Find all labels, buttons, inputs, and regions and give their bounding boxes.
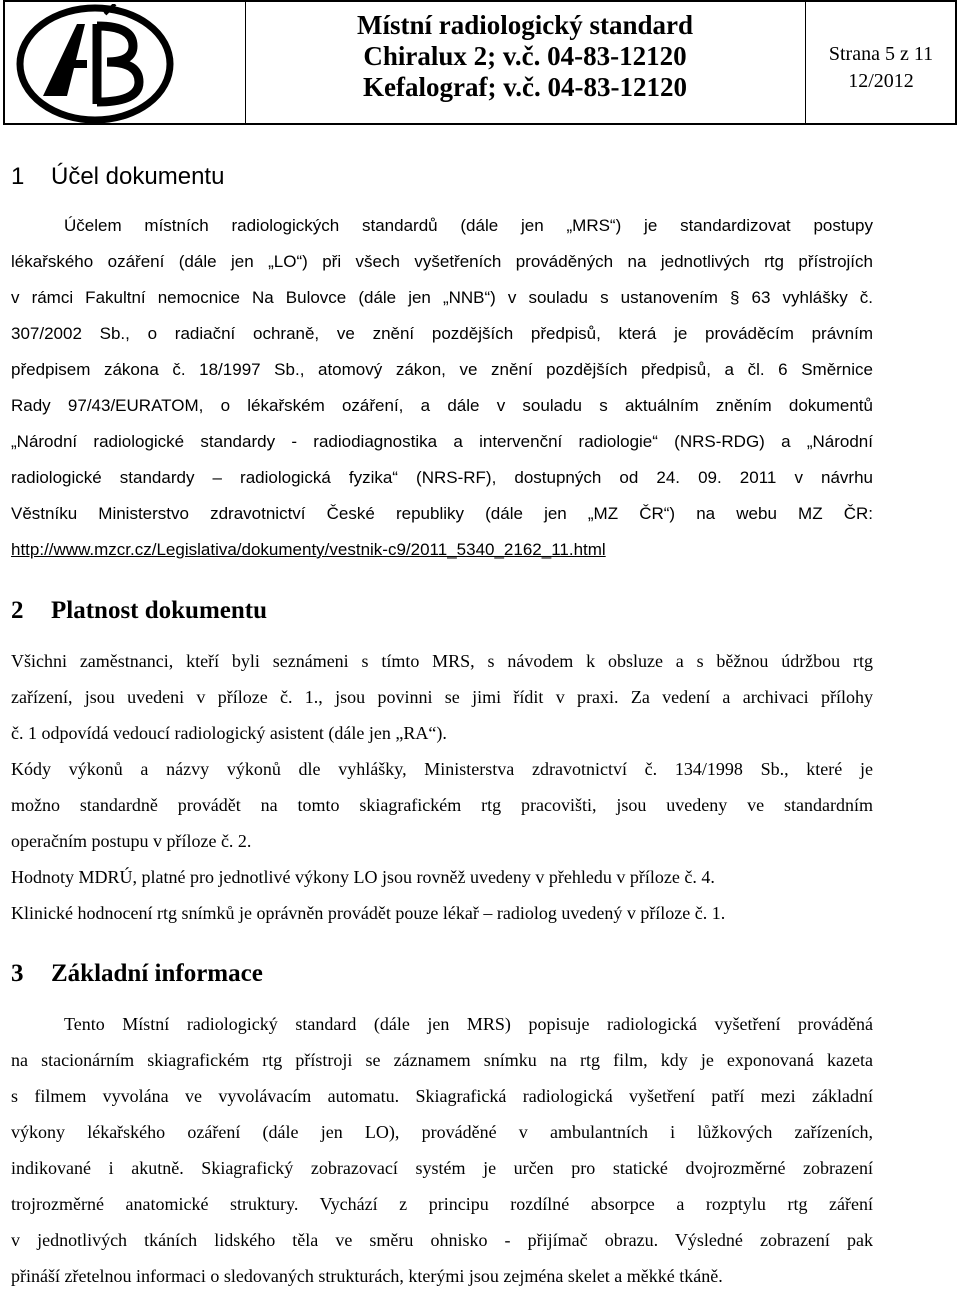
section-2-line: operačním postupu v příloze č. 2. xyxy=(11,831,252,851)
document-date: 12/2012 xyxy=(848,70,914,92)
mzcr-link[interactable]: http://www.mzcr.cz/Legislativa/dokumenty/vestnik-c9/2011_5340_2162_11.html xyxy=(11,540,606,559)
section-1-line: 307/2002 Sb., o radiační ochraně, ve znění pozdějších předpisů, která je prováděcím právním xyxy=(11,324,873,343)
section-1-line: radiologické standardy – radiologická fyzika“ (NRS-RF), dostupných od 24. 09. 2011 v návrhu xyxy=(11,468,873,487)
section-3-heading xyxy=(11,960,263,988)
section-3-line: v jednotlivých tkáních lidského těla ve směru ohnisko - přijímač obrazu. Výsledné zobrazení pak xyxy=(11,1230,873,1250)
section-1-line: v rámci Fakultní nemocnice Na Bulovce (dále jen „NNB“) v souladu s ustanovením § 63 vyhlášky č. xyxy=(11,288,873,307)
section-2-line: Klinické hodnocení rtg snímků je oprávněn provádět pouze lékař – radiolog uvedený v příloze č. 1. xyxy=(11,903,726,923)
section-1-line: lékařského ozáření (dále jen „LO“) při všech vyšetřeních prováděných na jednotlivých rtg přístrojích xyxy=(11,252,873,271)
section-2-line: Všichni zaměstnanci, kteří byli seznámeni s tímto MRS, s návodem k obsluze a s běžnou údržbou rtg xyxy=(11,651,873,671)
section-3-line: trojrozměrné anatomické struktury. Vychází z principu rozdílné absorpce a rozptylu rtg záření xyxy=(11,1194,873,1214)
section-3-line: s filmem vyvolána ve vyvolávacím automatu. Skiagrafická radiologická vyšetření patří mezi základní xyxy=(11,1086,873,1106)
page-number: Strana 5 z 11 xyxy=(828,43,934,65)
hospital-logo-icon xyxy=(15,4,175,124)
title-line-1: Místní radiologický standard xyxy=(356,10,694,40)
logo-cell xyxy=(5,2,246,123)
section-2-number: 2 xyxy=(11,597,24,624)
section-2-body xyxy=(11,643,873,931)
section-3-body xyxy=(11,1006,873,1294)
document-title xyxy=(245,2,805,123)
section-1-line: Účelem místních radiologických standardů (dále jen „MRS“) je standardizovat postupy xyxy=(64,216,873,235)
section-2-line: Hodnoty MDRÚ, platné pro jednotlivé výkony LO jsou rovněž uvedeny v přehledu v příloze č. 4. xyxy=(11,867,715,887)
section-2-line: č. 1 odpovídá vedoucí radiologický asistent (dále jen „RA“). xyxy=(11,723,447,743)
section-2-heading xyxy=(11,597,267,625)
title-line-2: Chiralux 2; v.č. 04-83-12120 xyxy=(363,41,687,71)
section-3-line: indikované i akutně. Skiagrafický zobrazovací systém je určen pro statické dvojrozměrné zobrazení xyxy=(11,1158,873,1178)
section-2-line: zařízení, jsou uvedeni v příloze č. 1., jsou povinni se jimi řídit v praxi. Za vedení a archivaci přílohy xyxy=(11,687,873,707)
section-1-number: 1 xyxy=(11,163,25,190)
section-1-line: Věstníku Ministerstvo zdravotnictví České republiky (dále jen „MZ ČR“) na webu MZ ČR: xyxy=(11,504,873,523)
section-1-body xyxy=(11,208,873,568)
page-info xyxy=(805,2,956,123)
section-2-line: Kódy výkonů a názvy výkonů dle vyhlášky, Ministerstva zdravotnictví č. 134/1998 Sb., které je xyxy=(11,759,873,779)
title-line-3: Kefalograf; v.č. 04-83-12120 xyxy=(363,72,687,102)
section-2-line: možno standardně provádět na tomto skiagrafickém rtg pracovišti, jsou uvedeny ve standardním xyxy=(11,795,873,815)
section-1-line: Rady 97/43/EURATOM, o lékařském ozáření, a dále v souladu s aktuálním zněním dokumentů xyxy=(11,396,873,415)
section-2-title: Platnost dokumentu xyxy=(51,597,268,624)
section-3-line: Tento Místní radiologický standard (dále jen MRS) popisuje radiologická vyšetření prováděná xyxy=(64,1014,873,1034)
section-3-number: 3 xyxy=(11,960,24,987)
document-header xyxy=(3,0,957,125)
section-1-title: Účel dokumentu xyxy=(51,163,225,190)
section-3-line: přináší zřetelnou informaci o sledovaných strukturách, kterými jsou zejména skelet a měkké tkáně. xyxy=(11,1266,723,1286)
section-1-line: předpisem zákona č. 18/1997 Sb., atomový zákon, ve znění pozdějších předpisů, a čl. 6 Směrnice xyxy=(11,360,873,379)
section-3-title: Základní informace xyxy=(51,960,263,987)
section-1-heading xyxy=(11,163,224,191)
section-1-line: „Národní radiologické standardy - radiodiagnostika a intervenční radiologie“ (NRS-RDG) a „Národní xyxy=(11,432,873,451)
section-3-line: výkony lékařského ozáření (dále jen LO), prováděné v ambulantních i lůžkových zařízeních, xyxy=(11,1122,873,1142)
section-3-line: na stacionárním skiagrafickém rtg přístroji se záznamem snímku na rtg film, kdy je exponovaná kazeta xyxy=(11,1050,873,1070)
